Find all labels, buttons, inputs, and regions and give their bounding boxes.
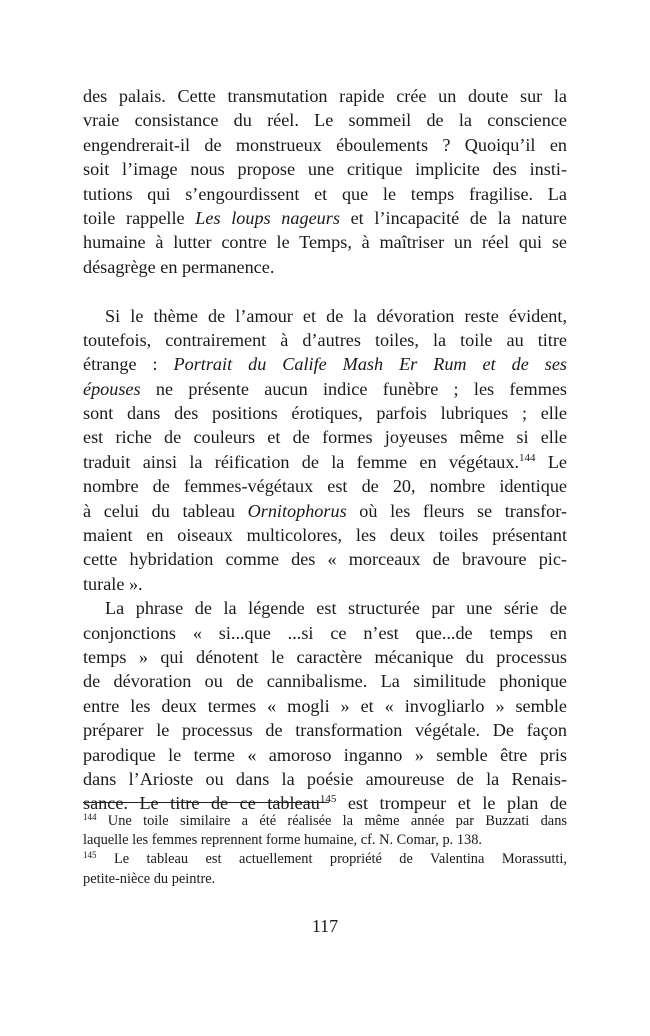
text-line: maient en oiseaux multicolores, les deux toiles présentant	[83, 525, 567, 546]
footnote-number: 144	[83, 812, 97, 822]
page-number: 117	[311, 916, 339, 936]
text-line: désagrège en permanence.	[83, 256, 275, 277]
footnote-145	[83, 850, 567, 888]
text-line: de dévoration ou de cannibalisme. La similitude phonique	[83, 671, 567, 692]
text-line	[83, 352, 567, 376]
text-line: est riche de couleurs et de formes joyeuses même si elle	[83, 427, 567, 448]
footnote-144	[83, 812, 567, 850]
text-run: où les fleurs se transfor-	[346, 500, 567, 521]
text-run: toile rappelle	[83, 207, 196, 228]
paragraph-2	[83, 304, 567, 597]
paragraph-3	[83, 596, 567, 816]
text-run: sance. Le titre de ce tableau	[83, 793, 320, 814]
text-line	[83, 450, 567, 474]
text-line: cette hybridation comme des « morceaux de bravoure pic-	[83, 549, 567, 570]
text-line: Si le thème de l’amour et de la dévoration reste évident,	[105, 305, 567, 326]
text-run: Le	[535, 451, 568, 472]
text-line: des palais. Cette transmutation rapide crée un doute sur la	[83, 86, 567, 106]
paragraph-1	[83, 84, 567, 279]
text-line	[83, 377, 567, 401]
text-line	[83, 499, 567, 523]
artwork-title: Portrait du Calife Mash Er Rum et de ses	[173, 354, 567, 375]
artwork-title: Les loups nageurs	[195, 207, 340, 228]
text-line: nombre de femmes-végétaux est de 20, nombre identique	[83, 476, 567, 497]
text-line: turale ».	[83, 573, 143, 594]
text-line: tutions qui s’engourdissent et que le temps fragilise. La	[83, 183, 567, 204]
text-line: sont dans des positions érotiques, parfois lubriques ; elle	[83, 403, 567, 424]
text-run: ne présente aucun indice funèbre ; les femmes	[140, 378, 567, 399]
text-run: étrange :	[83, 354, 174, 375]
footnote-ref-144[interactable]: 144	[519, 451, 536, 464]
footnote-line: petite-nièce du peintre.	[83, 870, 216, 887]
footnote-line: laquelle les femmes reprennent forme humaine, cf. N. Comar, p. 138.	[83, 832, 483, 849]
artwork-title: Ornitophorus	[247, 500, 347, 521]
footnote-number: 145	[83, 850, 97, 861]
footnote-text: Une toile similaire a été réalisée la même année par Buzzati dans	[96, 813, 567, 829]
footnote-separator	[83, 802, 329, 803]
text-run: à celui du tableau	[83, 500, 248, 521]
text-line: entre les deux termes « mogli » et « invogliarlo » semble	[83, 695, 567, 716]
footnote-line	[83, 812, 567, 831]
artwork-title: épouses	[83, 378, 141, 399]
text-run: et l’incapacité de la nature	[339, 207, 568, 228]
text-line: conjonctions « si...que ...si ce n’est que...de temps en	[83, 622, 567, 643]
text-run: traduit ainsi la réification de la femme en végétaux.	[83, 451, 520, 472]
text-line: humaine à lutter contre le Temps, à maîtriser un réel qui se	[83, 232, 567, 253]
text-line	[83, 206, 567, 230]
text-run: est trompeur et le plan de	[336, 793, 567, 814]
text-line: soit l’image nous propose une critique implicite des insti-	[83, 159, 567, 180]
footnote-text: Le tableau est actuellement propriété de Valentina Morassutti,	[96, 851, 567, 868]
footnote-line	[83, 850, 567, 869]
text-line: parodique le terme « amoroso inganno » semble être pris	[83, 744, 567, 765]
body-text	[83, 84, 567, 816]
text-line: préparer le processus de transformation végétale. De façon	[83, 720, 567, 741]
paragraph-gap	[83, 279, 567, 303]
text-line: vraie consistance du réel. Le sommeil de la conscience	[83, 110, 567, 131]
footnotes	[83, 812, 567, 889]
footnote-ref-145[interactable]: 145	[319, 793, 337, 806]
text-line: dans l’Arioste ou dans la poésie amoureuse de la Renais-	[83, 768, 567, 789]
text-line: temps » qui dénotent le caractère mécanique du processus	[83, 646, 567, 667]
text-line: toutefois, contrairement à d’autres toiles, la toile au titre	[83, 329, 567, 350]
text-line: La phrase de la légende est structurée par une série de	[105, 598, 567, 619]
text-line: engendrerait-il de monstrueux éboulements ? Quoiqu’il en	[83, 134, 567, 155]
